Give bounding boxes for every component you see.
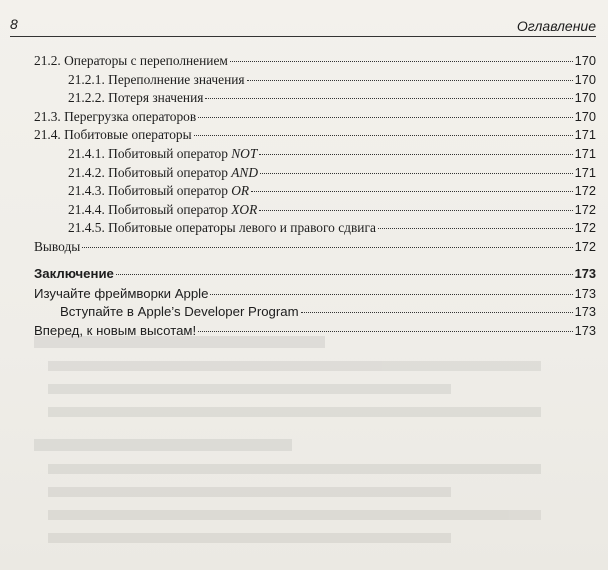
toc-entry-title: 21.2. Операторы с переполнением bbox=[34, 53, 228, 68]
dot-leader bbox=[301, 311, 573, 313]
toc-entry bbox=[34, 71, 596, 90]
toc-entry-title: Выводы bbox=[34, 238, 81, 254]
dot-leader bbox=[259, 209, 572, 211]
operator-name: XOR bbox=[231, 201, 258, 217]
toc-entry bbox=[34, 145, 596, 164]
dot-leader bbox=[251, 190, 573, 192]
toc-entry-title bbox=[68, 145, 257, 164]
toc-entry-title: 21.4.5. Побитовые операторы левого и правого сдвига bbox=[68, 220, 376, 236]
dot-leader bbox=[210, 293, 572, 295]
toc-entry bbox=[34, 219, 596, 238]
toc-entry-page: 172 bbox=[574, 238, 596, 254]
toc-entry-title-text: 21.4.1. Побитовый оператор bbox=[68, 145, 228, 161]
toc-entry-page: 172 bbox=[574, 201, 596, 217]
toc-entry-title: Изучайте фреймворки Apple bbox=[34, 285, 209, 301]
toc-entry-title: Заключение bbox=[34, 265, 114, 281]
toc-entry bbox=[34, 303, 596, 322]
page-header bbox=[10, 10, 596, 37]
toc-entry-title: 21.2.1. Переполнение значения bbox=[68, 71, 245, 87]
dot-leader bbox=[198, 330, 572, 332]
operator-name: NOT bbox=[231, 145, 258, 161]
toc-entry-page: 173 bbox=[574, 285, 596, 301]
toc-entry-page: 172 bbox=[574, 220, 596, 236]
dot-leader bbox=[260, 172, 573, 174]
bleed-through-texture bbox=[34, 336, 594, 556]
table-of-contents bbox=[34, 52, 596, 340]
operator-name: OR bbox=[231, 183, 250, 199]
toc-entry-title: Вперед, к новым высотам! bbox=[34, 322, 197, 338]
toc-entry-page: 171 bbox=[574, 127, 596, 143]
toc-entry-title: Вступайте в Apple’s Developer Program bbox=[60, 304, 299, 320]
dot-leader bbox=[198, 116, 572, 118]
toc-entry bbox=[34, 126, 596, 145]
toc-entry bbox=[34, 201, 596, 220]
toc-entry-page: 173 bbox=[574, 304, 596, 320]
running-title: Оглавление bbox=[516, 18, 596, 34]
toc-entry-title bbox=[68, 164, 258, 183]
toc-entry-page: 170 bbox=[574, 108, 596, 124]
toc-entry-page: 170 bbox=[574, 71, 596, 87]
toc-entry bbox=[34, 164, 596, 183]
toc-entry bbox=[34, 285, 596, 304]
toc-entry-page: 172 bbox=[574, 183, 596, 199]
dot-leader bbox=[116, 273, 573, 275]
toc-entry bbox=[34, 238, 596, 257]
dot-leader bbox=[259, 153, 572, 155]
dot-leader bbox=[247, 79, 573, 81]
toc-entry-page: 170 bbox=[574, 53, 596, 68]
toc-entry-page: 173 bbox=[574, 322, 596, 338]
toc-entry-page: 171 bbox=[574, 145, 596, 161]
dot-leader bbox=[230, 60, 573, 62]
toc-entry-title bbox=[68, 201, 257, 220]
toc-entry bbox=[34, 89, 596, 108]
toc-entry-title-text: 21.4.2. Побитовый оператор bbox=[68, 164, 228, 180]
toc-entry bbox=[34, 52, 596, 71]
toc-entry-title: 21.3. Перегрузка операторов bbox=[34, 108, 197, 124]
toc-entry bbox=[34, 182, 596, 201]
toc-entry-title bbox=[68, 182, 249, 201]
dot-leader bbox=[194, 134, 573, 136]
dot-leader bbox=[205, 97, 572, 99]
operator-name: AND bbox=[231, 164, 259, 180]
toc-entry bbox=[34, 322, 596, 341]
toc-chapter-entry bbox=[34, 265, 596, 285]
toc-entry-title: 21.2.2. Потеря значения bbox=[68, 90, 204, 106]
toc-entry-title-text: 21.4.4. Побитовый оператор bbox=[68, 201, 228, 217]
toc-entry-page: 171 bbox=[574, 164, 596, 180]
toc-entry-title-text: 21.4.3. Побитовый оператор bbox=[68, 183, 228, 199]
dot-leader bbox=[82, 246, 572, 248]
toc-entry-title: 21.4. Побитовые операторы bbox=[34, 127, 192, 143]
toc-entry-page: 170 bbox=[574, 90, 596, 106]
page-number: 8 bbox=[10, 16, 18, 32]
toc-entry-page: 173 bbox=[574, 265, 596, 281]
toc-entry bbox=[34, 108, 596, 127]
dot-leader bbox=[378, 227, 573, 229]
